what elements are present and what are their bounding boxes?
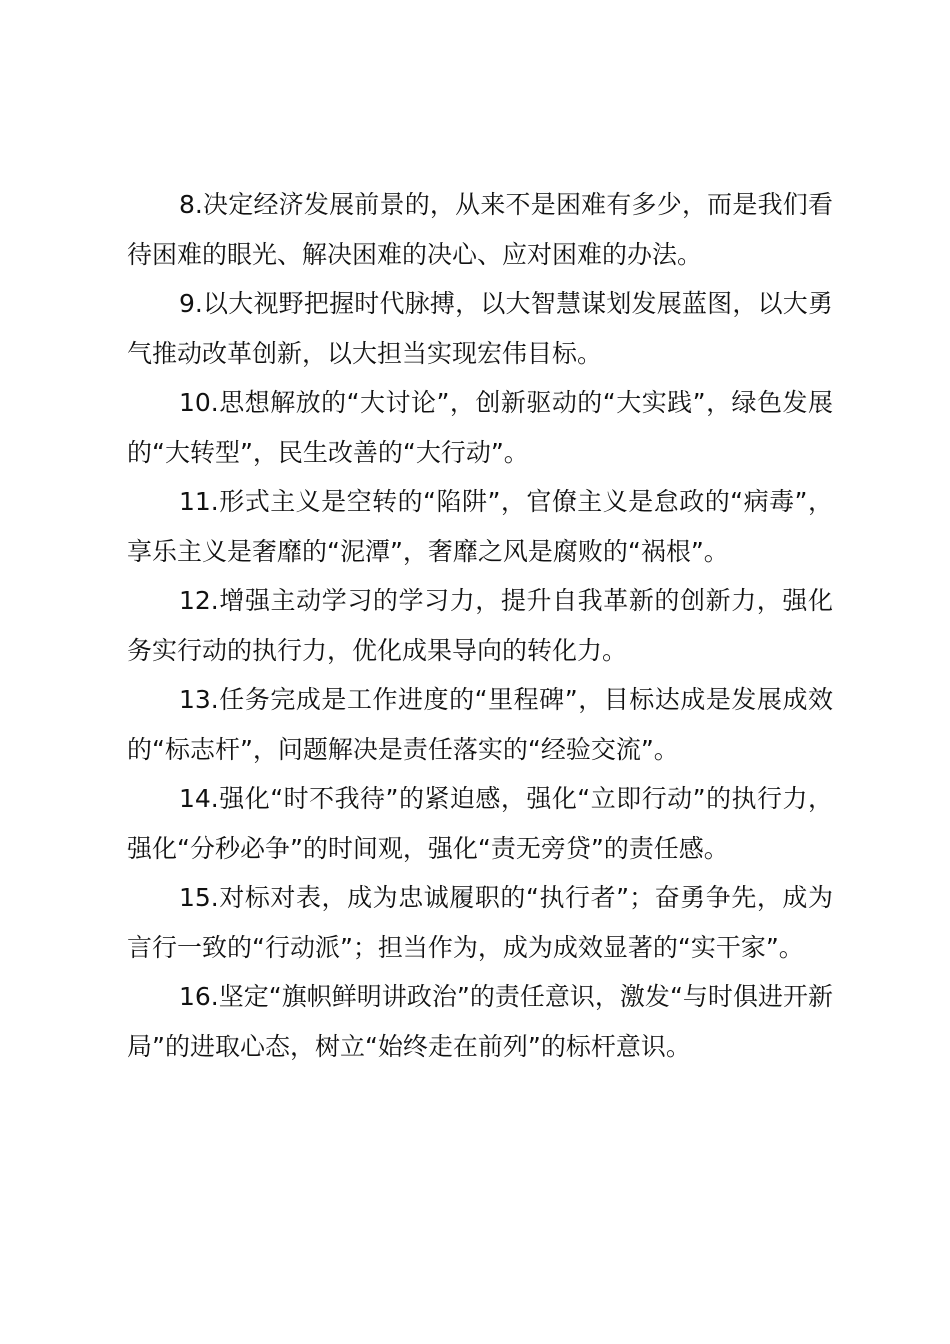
paragraph-10: 10.思想解放的“大讨论”，创新驱动的“大实践”，绿色发展的“大转型”，民生改善的“大行动”。 <box>127 388 833 467</box>
document-body <box>127 180 833 1071</box>
paragraph-8: 8.决定经济发展前景的，从来不是困难有多少，而是我们看待困难的眼光、解决困难的决心、应对困难的办法。 <box>127 190 833 269</box>
paragraph-13: 13.任务完成是工作进度的“里程碑”，目标达成是发展成效的“标志杆”，问题解决是责任落实的“经验交流”。 <box>127 685 833 764</box>
paragraph-9: 9.以大视野把握时代脉搏，以大智慧谋划发展蓝图，以大勇气推动改革创新，以大担当实现宏伟目标。 <box>127 289 833 368</box>
paragraph-12: 12.增强主动学习的学习力，提升自我革新的创新力，强化务实行动的执行力，优化成果导向的转化力。 <box>127 586 833 665</box>
paragraph-15: 15.对标对表，成为忠诚履职的“执行者”；奋勇争先，成为言行一致的“行动派”；担当作为，成为成效显著的“实干家”。 <box>127 883 833 962</box>
paragraph-14: 14.强化“时不我待”的紧迫感，强化“立即行动”的执行力，强化“分秒必争”的时间观，强化“责无旁贷”的责任感。 <box>127 784 833 863</box>
paragraph-11: 11.形式主义是空转的“陷阱”，官僚主义是怠政的“病毒”，享乐主义是奢靡的“泥潭”，奢靡之风是腐败的“祸根”。 <box>127 487 833 566</box>
paragraph-16: 16.坚定“旗帜鲜明讲政治”的责任意识，激发“与时俱进开新局”的进取心态，树立“始终走在前列”的标杆意识。 <box>127 982 833 1061</box>
